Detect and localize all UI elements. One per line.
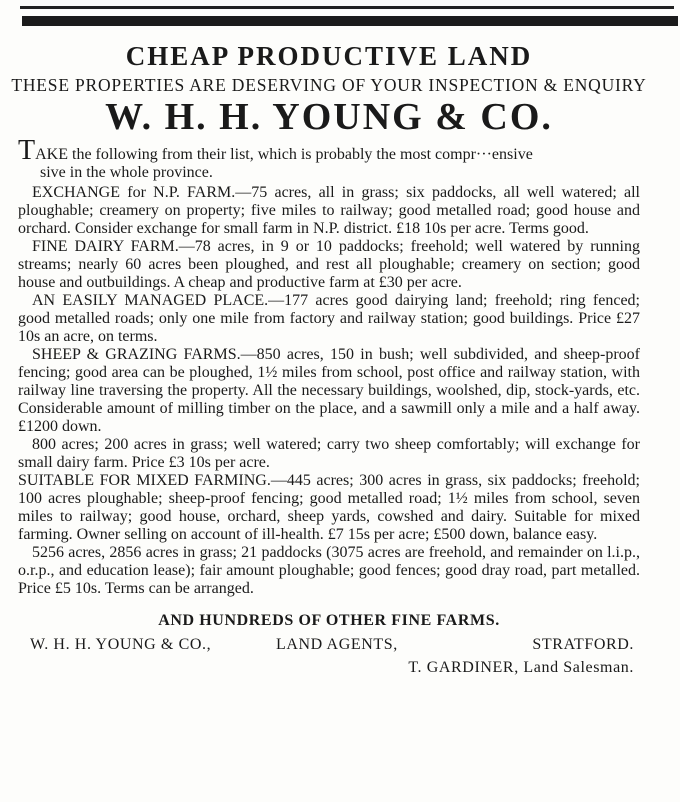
signature-role: LAND AGENTS,	[276, 636, 398, 653]
closing-line: AND HUNDREDS OF OTHER FINE FARMS.	[158, 612, 500, 629]
thin-rule	[20, 6, 674, 9]
listing-item: EXCHANGE for N.P. FARM.—75 acres, all in grass; six paddocks, all well watered; all ploughable; creamery on property; five miles to railway; good metalled road; good house and orchard. Consider exchange for small farm in N.P. district. £18 10s per acre. Terms good.	[18, 184, 640, 237]
intro-line-1: AKE the following from their list, which is probably the most compr···ensive	[35, 146, 533, 163]
firm-name: W. H. H. YOUNG & CO.	[105, 96, 553, 138]
listing-body	[18, 135, 640, 598]
headline: CHEAP PRODUCTIVE LAND	[125, 41, 533, 71]
listing-item: SHEEP & GRAZING FARMS.—850 acres, 150 in bush; well subdivided, and sheep-proof fencing; good area can be ploughed, 1½ miles from school, post office and railway station, with railway line traversing the property. All the necessary buildings, woolshed, dip, stock-yards, etc. Considerable amount of milling timber on the place, and a sawmill only a mile and a half away. £1200 down.	[18, 346, 640, 435]
signature-place: STRATFORD.	[532, 636, 634, 653]
intro-paragraph	[18, 135, 640, 182]
listing-item: SUITABLE FOR MIXED FARMING.—445 acres; 300 acres in grass, six paddocks; freehold; 100 acres ploughable; sheep-proof fencing; good metalled road; 1½ miles from school, seven miles to railway; good house, orchard, sheep yards, cowshed and dairy. Suitable for mixed farming. Owner selling on account of ill-health. £7 15s per acre; £500 down, balance easy.	[18, 472, 640, 543]
drop-cap: T	[18, 135, 36, 166]
thick-rule	[22, 16, 678, 26]
listing-item: FINE DAIRY FARM.—78 acres, in 9 or 10 paddocks; freehold; well watered by running streams; nearly 60 acres been ploughed, and rest all ploughable; creamery on section; good house and outbuildings. A cheap and productive farm at £30 per acre.	[18, 238, 640, 291]
salesman-line: T. GARDINER, Land Salesman.	[408, 659, 634, 676]
subheadline: THESE PROPERTIES ARE DESERVING OF YOUR INSPECTION & ENQUIRY	[11, 75, 647, 95]
advertisement	[11, 38, 647, 678]
listing-item: AN EASILY MANAGED PLACE.—177 acres good dairying land; freehold; ring fenced; good metalled roads; only one mile from factory and railway station; good buildings. Price £27 10s an acre, on terms.	[18, 292, 640, 345]
intro-line-2: sive in the whole province.	[40, 164, 213, 181]
signature-line	[18, 634, 640, 658]
top-double-rule	[0, 0, 680, 30]
listing-item: 800 acres; 200 acres in grass; well watered; carry two sheep comfortably; will exchange for small dairy farm. Price £3 10s per acre.	[18, 436, 640, 471]
listing-item: 5256 acres, 2856 acres in grass; 21 paddocks (3075 acres are freehold, and remainder on l.i.p., o.r.p., and education lease); fair amount ploughable; good fences; good dray road, part metalled. Price £5 10s. Terms can be arranged.	[18, 544, 640, 597]
signature-firm: W. H. H. YOUNG & CO.,	[30, 636, 212, 653]
